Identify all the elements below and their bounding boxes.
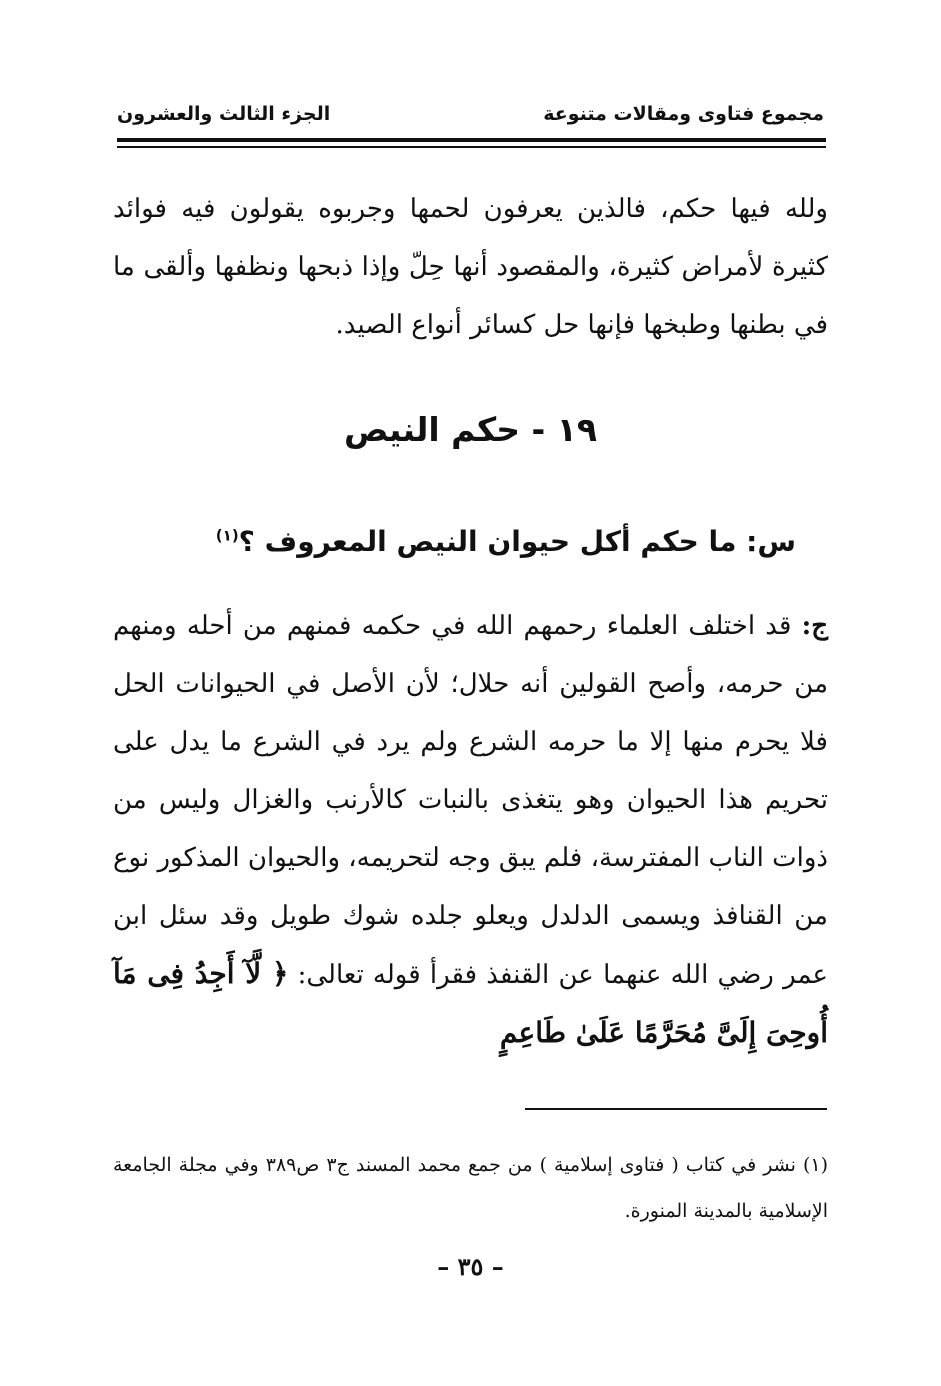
footnote-divider bbox=[525, 1108, 827, 1110]
footnote-reference: (١) bbox=[215, 526, 239, 545]
quran-quote: ﴿ لَّآ أَجِدُ فِى مَآ أُوحِىَ إِلَىَّ مُحَرَّمًا عَلَىٰ طَاعِمٍ bbox=[113, 957, 828, 1049]
running-header bbox=[117, 96, 824, 132]
page-number: – ٣٥ – bbox=[437, 1252, 504, 1281]
header-volume: الجزء الثالث والعشرون bbox=[117, 103, 331, 125]
footnote: (١) نشر في كتاب ( فتاوى إسلامية ) من جمع محمد المسند ج٣ ص٣٨٩ وفي مجلة الجامعة الإسلامية بالمدينة المنورة. bbox=[113, 1154, 828, 1222]
answer-body: قد اختلف العلماء رحمهم الله في حكمه فمنهم من أحله ومنهم من حرمه، وأصح القولين أنه حلال؛ لأن الأصل في الحيوانات الحل فلا يحرم منها إلا ما حرمه الشرع ولم يرد في الشرع ما يدل على تحريم هذا الحيوان وهو يتغذى بالنبات كالأرنب والغزال وليس من ذوات الناب المفترسة، فلم يبق وجه لتحريمه، والحيوان المذكور نوع من القنافذ ويسمى الدلدل ويعلو جلده شوك طويل وقد سئل ابن عمر رضي الله عنهما عن القنفذ فقرأ قوله تعالى: bbox=[113, 611, 829, 990]
answer-lead: ج: bbox=[801, 611, 828, 641]
intro-paragraph: ولله فيها حكم، فالذين يعرفون لحمها وجربوه يقولون فيه فوائد كثيرة لأمراض كثيرة، والمقصود أنها حِلّ وإذا ذبحها ونظفها وألقى ما في بطنها وطبخها فإنها حل كسائر أنواع الصيد. bbox=[113, 194, 828, 340]
question-text: س: ما حكم أكل حيوان النيص المعروف ؟ bbox=[238, 525, 796, 558]
question bbox=[113, 525, 796, 558]
header-book-title: مجموع فتاوى ومقالات متنوعة bbox=[543, 103, 824, 125]
header-rule-thin bbox=[117, 146, 826, 148]
header-rule-thick bbox=[117, 138, 826, 142]
section-title: ١٩ - حكم النيص bbox=[344, 410, 597, 449]
answer-paragraph bbox=[113, 597, 828, 1063]
